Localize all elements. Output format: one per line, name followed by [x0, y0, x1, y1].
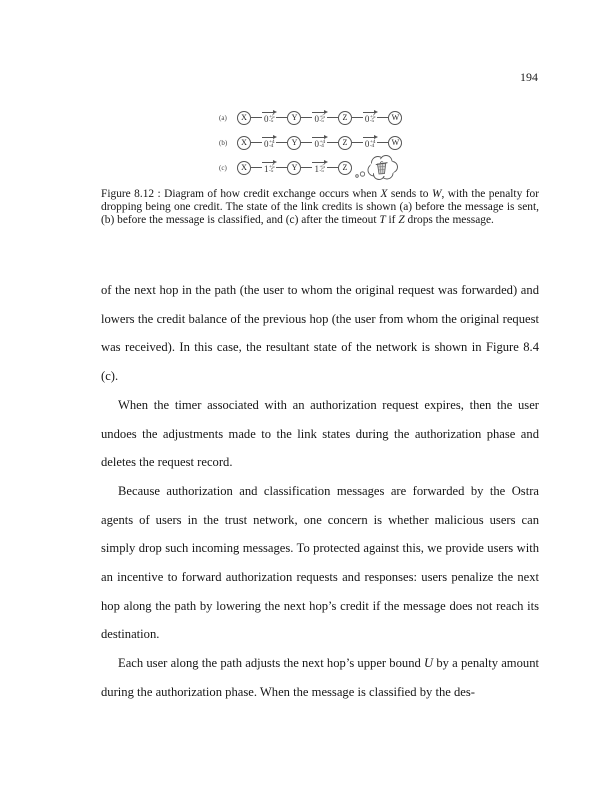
credit-lower-bound: -4 [369, 143, 375, 150]
edge-line [276, 142, 287, 143]
credit-value: 1 [264, 163, 269, 174]
credit-label [262, 161, 276, 174]
credit-lower-bound: -4 [319, 143, 324, 150]
math-var-z: Z [398, 214, 405, 227]
right-overarrow-icon [262, 162, 274, 163]
edge-line [377, 117, 388, 118]
credit-value: 1 [314, 163, 319, 174]
math-var-x: X [380, 188, 388, 200]
node-y: Y [287, 111, 301, 125]
paragraph-3: Because authorization and classification messages are forwarded by the Ostra agents of users in the trust network, one concern is whether malicious users can simply drop such incoming messages. To protected against this, we provide users with an incentive to forward authorization requests and responses: users penalize the next hop along the path by lowering the next hop’s credit if the message does not reach its destination. [101, 483, 539, 642]
math-var-u: U [424, 656, 434, 671]
credit-upper-bound: +5 [319, 113, 325, 120]
thought-bubble-trash-icon [354, 154, 402, 182]
node-y: Y [287, 161, 301, 175]
credit-value: 0 [364, 138, 370, 149]
row-label: (b) [219, 138, 228, 147]
credit-value: 0 [264, 138, 269, 149]
edge-line [377, 142, 388, 143]
edge-line [352, 142, 363, 143]
credit-label [262, 111, 276, 124]
credit-upper-bound: +5 [369, 113, 376, 120]
row-label: (c) [219, 163, 227, 172]
right-overarrow-icon [312, 162, 324, 163]
credit-lower-bound: -5 [319, 118, 324, 125]
credit-label [363, 136, 377, 149]
paragraph-4: Each user along the path adjusts the next hop’s upper bound U by a penalty amount during the authorization phase. When the message is classified by the des- [101, 656, 539, 699]
credit-upper-bound: +5 [269, 113, 275, 120]
credit-lower-bound: -5 [269, 118, 274, 125]
credit-upper-bound: +5 [319, 163, 325, 170]
credit-value: 0 [264, 113, 269, 124]
figure-8-12-diagram [219, 110, 402, 175]
credit-value: 0 [314, 138, 319, 149]
figure-caption: Figure 8.12 : Diagram of how credit exchange occurs when X sends to W, with the penalty for dropping being one credit. The state of the link credits is shown (a) before the message is sent, (b) before the message is classified, and (c) after the timeout T if Z drops the message. [101, 188, 539, 227]
right-overarrow-icon [312, 137, 324, 138]
credit-lower-bound: -5 [269, 168, 274, 175]
right-overarrow-icon [363, 112, 375, 113]
node-z: Z [338, 111, 352, 125]
credit-label [312, 136, 326, 149]
credit-label [312, 161, 326, 174]
credit-value: 0 [364, 113, 370, 124]
right-overarrow-icon [312, 112, 324, 113]
edge-line [327, 117, 338, 118]
edge-line [352, 117, 363, 118]
node-z: Z [338, 136, 352, 150]
edge-line [301, 142, 312, 143]
edge-line [301, 167, 312, 168]
credit-upper-bound: +5 [269, 163, 275, 170]
credit-upper-bound: +4 [269, 138, 275, 145]
credit-lower-bound: -5 [319, 168, 324, 175]
caption-text: Figure 8.12 : Diagram of how credit exchange occurs when [101, 188, 381, 200]
edge-line [251, 167, 262, 168]
right-overarrow-icon [363, 137, 375, 138]
node-w: W [388, 136, 402, 150]
node-w: W [388, 111, 402, 125]
edge-line [301, 117, 312, 118]
math-var-w: W [431, 188, 442, 200]
edge-line [251, 142, 262, 143]
credit-label [363, 111, 377, 124]
body-text [101, 276, 539, 707]
edge-line [276, 167, 287, 168]
edge-line [276, 117, 287, 118]
edge-line [327, 142, 338, 143]
paragraph-1: of the next hop in the path (the user to whom the original request was forwarded) and lowers the credit balance of the previous hop (the user from whom the original request was received). In this case, the resultant state of the network is shown in Figure 8.4 (c). [101, 283, 539, 384]
credit-label [312, 111, 326, 124]
credit-lower-bound: -4 [269, 143, 274, 150]
credit-upper-bound: +4 [319, 138, 325, 145]
row-label: (a) [219, 113, 227, 122]
edge-line [251, 117, 262, 118]
node-x: X [237, 111, 251, 125]
figure-row-c [219, 160, 402, 175]
node-x: X [237, 136, 251, 150]
math-var-t: T [379, 214, 386, 227]
page-number: 194 [520, 70, 538, 84]
credit-lower-bound: -5 [369, 118, 375, 125]
credit-label [262, 136, 276, 149]
node-z: Z [338, 161, 352, 175]
right-overarrow-icon [262, 137, 274, 138]
node-y: Y [287, 136, 301, 150]
paragraph-2: When the timer associated with an authorization request expires, then the user undoes the adjustments made to the link states during the authorization phase and deletes the request record. [101, 397, 539, 470]
credit-value: 0 [314, 113, 319, 124]
figure-row-b [219, 135, 402, 150]
node-x: X [237, 161, 251, 175]
figure-row-a [219, 110, 402, 125]
credit-upper-bound: +4 [369, 138, 376, 145]
right-overarrow-icon [262, 112, 274, 113]
edge-line [327, 167, 338, 168]
